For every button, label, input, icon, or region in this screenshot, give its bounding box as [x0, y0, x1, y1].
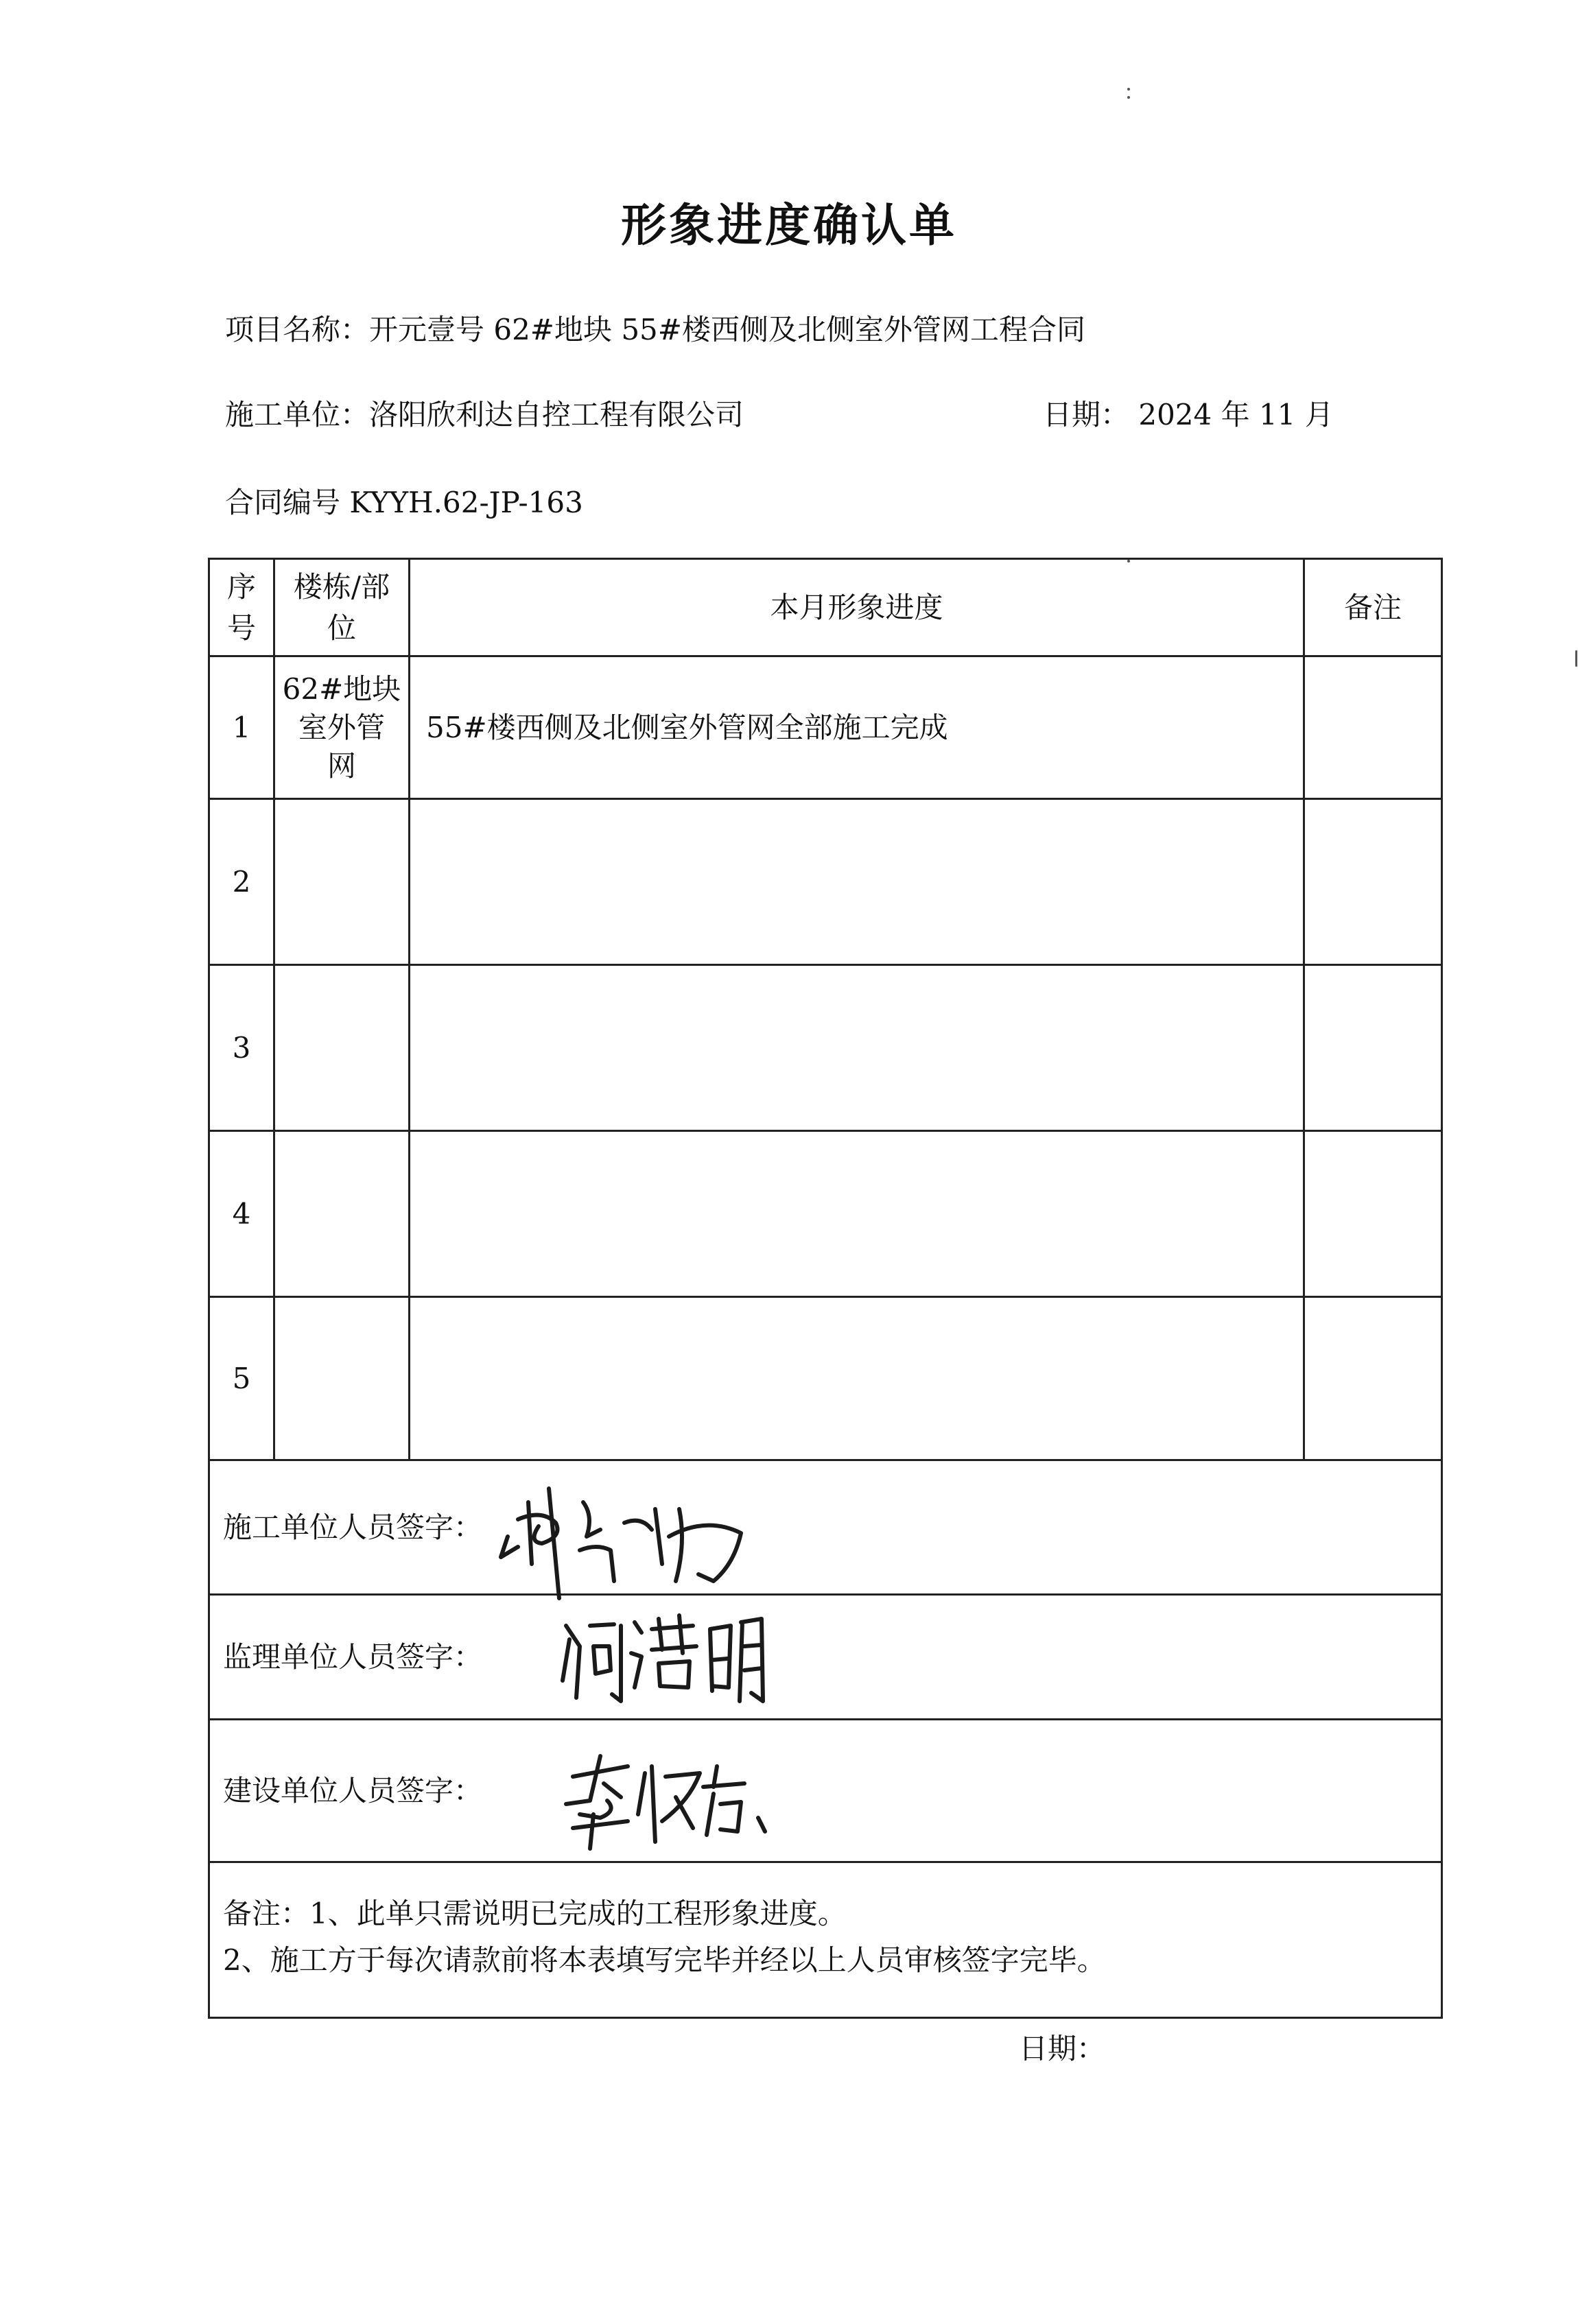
row-5-progress	[426, 1298, 1297, 1459]
scan-speck	[1127, 88, 1130, 91]
row-2-progress	[426, 800, 1297, 964]
document-title: 形象进度确认单	[621, 198, 957, 252]
row-4-seq: 4	[232, 1196, 251, 1231]
header-seq-line-2: 号	[226, 610, 256, 645]
contractor-handwritten-signature	[480, 1461, 768, 1605]
contractor-signature-label: 施工单位人员签字：	[223, 1510, 483, 1544]
row-1-progress: 55#楼西侧及北侧室外管网全部施工完成	[426, 710, 948, 744]
row-1-building	[275, 657, 408, 798]
row-4-remark	[1305, 1132, 1441, 1296]
row-3-building	[275, 966, 408, 1130]
table-border	[208, 2017, 1443, 2019]
row-3-progress	[426, 966, 1297, 1130]
row-4-progress	[426, 1132, 1297, 1296]
row-1-remark	[1305, 657, 1441, 798]
footer-date-label: 日期：	[1019, 2032, 1106, 2065]
row-2-building	[275, 800, 408, 964]
supervisor-handwritten-signature	[556, 1605, 782, 1715]
row-5-seq: 5	[232, 1361, 251, 1395]
row-2-remark	[1305, 800, 1441, 964]
contractor-line: 施工单位：洛阳欣利达自控工程有限公司	[225, 398, 744, 431]
header-progress: 本月形象进度	[770, 590, 943, 624]
scan-speck	[1575, 650, 1577, 667]
header-remark: 备注	[1343, 590, 1402, 624]
row-1-seq: 1	[232, 710, 251, 744]
row-3-seq: 3	[232, 1030, 251, 1065]
owner-signature-label: 建设单位人员签字：	[223, 1773, 483, 1807]
note-line-1: 备注：1、此单只需说明已完成的工程形象进度。	[223, 1897, 847, 1930]
scan-speck	[1127, 96, 1130, 99]
owner-handwritten-signature	[552, 1746, 779, 1855]
header-building	[275, 560, 408, 655]
header-building-line-1: 楼栋/部	[293, 569, 390, 604]
row-1-building-line-1: 62#地块	[282, 672, 401, 706]
project-name-line: 项目名称：开元壹号 62#地块 55#楼西侧及北侧室外管网工程合同	[225, 313, 1085, 346]
row-3-remark	[1305, 966, 1441, 1130]
row-4-building	[275, 1132, 408, 1296]
contract-number-line: 合同编号 KYYH.62-JP-163	[225, 486, 583, 519]
header-building-line-2: 位	[327, 610, 356, 645]
progress-table	[208, 558, 1443, 2019]
header-seq	[210, 560, 273, 655]
row-1-building-line-3: 网	[327, 748, 356, 783]
row-5-building	[275, 1298, 408, 1459]
date-line: 日期： 2024 年 11 月	[1043, 398, 1334, 431]
header-seq-line-1: 序	[226, 569, 256, 604]
table-rule	[408, 558, 410, 1460]
row-2-seq: 2	[232, 864, 251, 899]
note-line-2: 2、施工方于每次请款前将本表填写完毕并经以上人员审核签字完毕。	[223, 1943, 1106, 1977]
row-1-building-line-2: 室外管	[298, 710, 385, 744]
supervisor-signature-label: 监理单位人员签字：	[223, 1639, 483, 1674]
row-5-remark	[1305, 1298, 1441, 1459]
table-rule	[208, 1861, 1443, 1863]
table-border	[1441, 558, 1443, 2019]
